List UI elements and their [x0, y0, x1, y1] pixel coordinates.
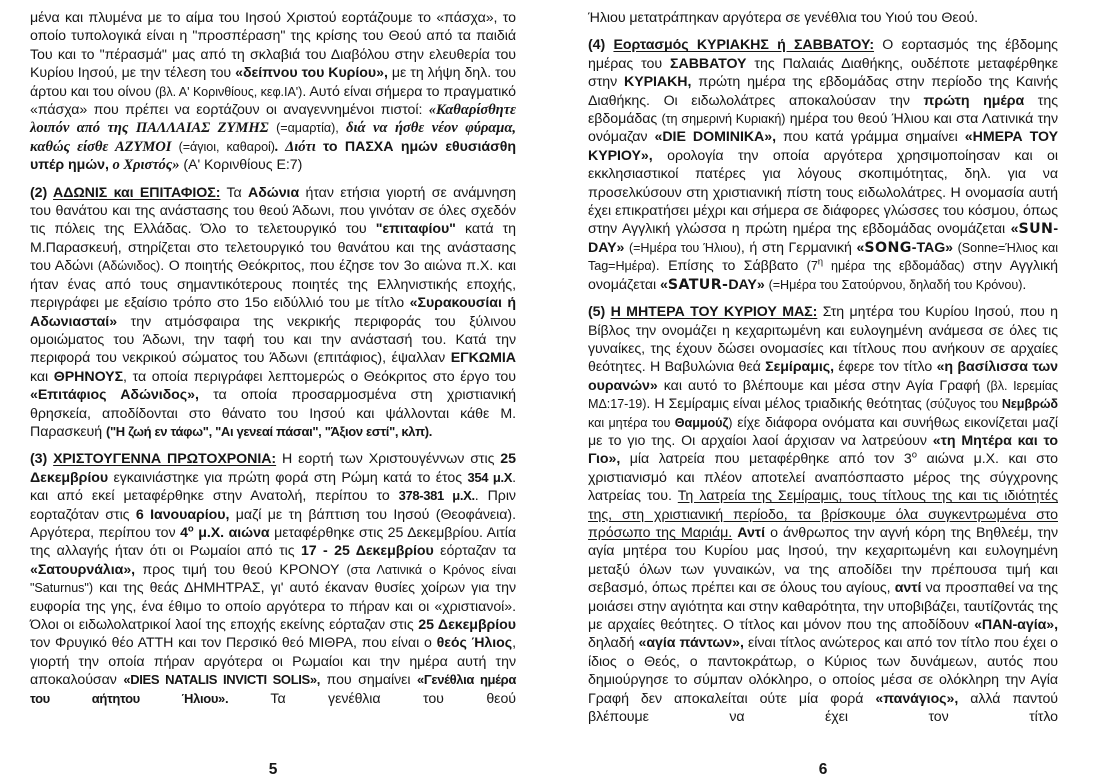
text-run: 6 Ιανουαρίου,: [135, 506, 230, 523]
text-run: (2): [30, 184, 54, 201]
paragraph: [588, 303, 1058, 726]
text-run: μ.Χ. αιώνα: [193, 524, 270, 541]
text-run: της εβδομάδας: [588, 92, 1058, 128]
text-run: «: [856, 239, 865, 256]
text-run: -DAY»: [588, 221, 1058, 256]
text-run: εγκαινιάστηκε για πρώτη φορά στη Ρώμη κατά το έτος: [108, 469, 468, 486]
text-run: ο: [187, 523, 194, 535]
text-run: (=Ημέρα του Σατούρνου, δηλαδή του Κρόνου): [768, 277, 1023, 292]
text-run: και: [30, 368, 54, 385]
text-run: ΚΥΡΙΑΚΗ,: [624, 74, 692, 91]
text-run: (5): [588, 304, 611, 321]
text-run: «: [1010, 221, 1019, 238]
text-run: με τη λήψη δηλ. του άρτου και του οίνου: [30, 65, 516, 100]
text-run: . Διότι: [274, 138, 323, 155]
paragraph: [30, 9, 516, 175]
text-run: Εορτασμός ΚΥΡΙΑΚΗΣ ή ΣΑΒΒΑΤΟΥ:: [613, 37, 875, 54]
text-run: έφερε τον τίτλο: [833, 359, 937, 376]
text-run: μαζί με τη βάπτιση του Ιησού (Θεοφάνεια). Αργότερα, περίπου τον: [30, 506, 516, 541]
text-run: μένα και πλυμένα με το αίμα του Ιησού Χριστού εορτάζουμε το «πάσχα», το οποίο τυπολογικά είναι η "προσπέραση" της κρίσης του Θεού από τα παιδιά Του και το "πέρασμά" μας από τη σκλαβιά του Διαβόλου στην ελευθερία του Κυρίου Ιησού, με την τέλεση του: [30, 10, 516, 82]
text-run: Τη λατρεία της Σεμίραμις, τους τίτλους της και τις ιδιότητές της, στη χριστιανική περίοδο, τα βρίσκουμε όλα συγκεντρωμένα στο πρόσωπο της Μαριάμ.: [588, 488, 1058, 541]
page-number: 6: [818, 761, 828, 778]
text-run: Ο εορτασμός της έβδομης ημέρας του: [588, 37, 1058, 72]
text-run: (Αδώνιδος): [97, 259, 161, 274]
text-run: «Συρακουσίαι ή Αδωνιασταί»: [30, 295, 517, 330]
text-run: εόρταζαν τα: [433, 543, 516, 560]
text-run: 378-381 μ.Χ.: [398, 488, 475, 504]
text-run: (Α' Κορινθίους Ε:7): [179, 157, 303, 174]
text-run: Νεμβρώδ: [1001, 397, 1058, 412]
text-run: ο άνθρωπος την αγνή κόρη της Βηθλεέμ, την αγία μητέρα του Κυρίου μας Ιησού, την κεχαριτωμένη και ευλογημένη μεταξύ όλων των γυναικών, να της αποδίδει την πρέπουσα τιμή και σεβασμό, όπως πρέπει και σε όλους του αγίους,: [588, 524, 1058, 597]
text-run: «DIE DOMINIKA»,: [654, 129, 776, 146]
text-run: Τα γενέθλια του θεού: [228, 690, 516, 707]
text-run: Σεμίραμις,: [765, 359, 834, 376]
text-run: Στη μητέρα του Κυρίου Ιησού, που η Βίβλος την ονομάζει η κεχαριτωμένη και ευλογημένη ανάμεσα σε όλες τις γυναίκες, της έχουν δώσει ονομασίες και τίτλους που ανήκουν σε αρχαίες θεότητες. Η Βαβυλώνια θεά: [588, 304, 1058, 376]
text-run: πρώτη ημέρα της εβδομάδας στην περίοδο της Καινής Διαθήκης. Οι ειδωλολάτρες αποκαλούσαν την: [588, 74, 1058, 109]
text-run: 17 - 25 Δεκεμβρίου: [300, 543, 434, 560]
text-run: 25 Δεκεμβρίου: [418, 617, 516, 633]
text-run: (3): [30, 451, 54, 468]
page-right: [555, 0, 1110, 782]
text-run: Η ΜΗΤΕΡΑ ΤΟΥ ΚΥΡΙΟΥ ΜΑΣ:: [610, 304, 818, 321]
text-run: «: [659, 276, 668, 293]
text-run: να προσπαθεί να της μοιάσει στην αγιότητα και στην καθαρότητα, την υποβιβάζει, ταυτίζοντάς της με αρχαίες θεότητες. Ο τίτλος και μόνον που της αποδίδουν: [588, 580, 1059, 633]
text-run: . Πριν εορταζόταν στις: [30, 488, 516, 523]
text-run: και της θεάς ΔΗΜΗΤΡΑΣ, γι' αυτό έκαναν θυσίες χοίρων για την ευφορία της γης, ένα έθιμο το οποίο αργότερα το πήραν και οι «χριστιανοί». Όλοι οι ειδωλολατρικοί λαοί της εποχής εκείνης εόρταζαν στις: [30, 580, 516, 633]
text-run: «Επιτάφιος Αδώνιδος»,: [30, 387, 199, 404]
text-run: , τα οποία περιγράφει λεπτομερώς ο Θεόκριτος στο έργο του: [123, 368, 516, 385]
paragraph: [588, 36, 1058, 294]
text-run: «Σατουρνάλια»,: [30, 561, 136, 578]
text-run: θεός Ήλιος: [436, 635, 513, 652]
text-run: στην Αγγλική ονομάζεται: [588, 258, 1058, 293]
text-run: (στα Λατινικά ο Κρόνος είναι "Saturnus"): [30, 562, 516, 596]
text-run: 354 μ.Χ: [467, 469, 513, 485]
text-run: DAY»: [728, 276, 765, 293]
text-run: Θαμμούζ: [674, 415, 729, 430]
text-run: τα οποία προσαρμοσμένα στη χριστιανική θρησκεία, αποδίδονται στο θάνατο του Ιησού και ψάλλονται κάθε Μ. Παρασκευή: [30, 387, 516, 440]
text-run: (=άγιοι, καθαροί): [178, 139, 275, 154]
text-run: αντί: [894, 580, 922, 597]
text-run: (τη σημερινή Κυριακή): [661, 112, 786, 127]
text-run: Η εορτή των Χριστουγέννων στις: [276, 451, 501, 468]
text-run: (βλ. Ιερεμίας ΜΔ:17-19): [588, 378, 1058, 412]
text-run: τον Φρυγικό θέο ΑΤΤΗ και τον Περσικό θεό ΜΙΘΡΑ, που είναι ο: [30, 635, 437, 652]
text-run: (βλ. Α' Κορινθίους, κεφ.ΙΑ'): [155, 84, 303, 99]
paragraph: [588, 9, 1058, 27]
text-run: μία λατρεία που μεταφέρθηκε από τον 3: [620, 451, 912, 468]
text-run: (=Ημέρα του Ήλιου): [628, 240, 741, 255]
text-run: . Επίσης το Σάββατο: [655, 258, 807, 275]
text-run: , γιορτή την οποία πήραν αργότερα οι Ρωμαίοι και την ημέρα αυτή την αποκαλούσαν: [30, 635, 516, 689]
text-run: ΑΔΩΝΙΣ και ΕΠΙΤΑΦΙΟΣ:: [53, 184, 221, 201]
text-run: «ΠΑΝ-αγία»,: [974, 617, 1058, 633]
text-run: "επιταφίου": [375, 221, 456, 238]
text-run: είχε διάφορα ονόματα και συνήθως εικονίζεται μαζί με το γιο της. Οι αρχαίοι λαοί άρχισαν να λατρεύουν: [588, 414, 1059, 449]
text-run: ΧΡΙΣΤΟΥΓΕΝΝΑ ΠΡΩΤΟΧΡΟΝΙΑ:: [53, 451, 277, 468]
text-run: ("Η ζωή εν τάφω", "Αι γενεαί πάσαι", "Άξιον εστί", κλπ).: [106, 423, 433, 439]
text-run: δηλαδή: [588, 635, 639, 652]
page-number: 5: [268, 761, 278, 778]
page-body: [588, 9, 1058, 726]
text-run: «Γενέθλια ημέρα του αήτητου Ήλιου».: [30, 672, 517, 706]
text-run: «ΗΜΕΡΑ ΤΟΥ ΚΥΡΙΟΥ»,: [588, 129, 1058, 164]
text-run: . και από εκεί μεταφέρθηκε στην Ανατολή, περίπου το: [30, 469, 516, 505]
text-run: ΣΑΒΒΑΤΟΥ: [670, 55, 747, 72]
text-run: «δείπνου του Κυρίου»,: [235, 65, 388, 82]
text-run: ημέρα της εβδομάδας): [823, 259, 965, 274]
text-run: και αυτό το βλέπουμε και μέσα στην Αγία Γραφή: [657, 377, 987, 394]
text-run: (7: [806, 259, 818, 274]
text-run: είναι τίτλος ανώτερος και από τον τίτλο που έχει ο ίδιος ο Θεός, ο παντοκράτωρ, ο Κύριος των δυνάμεων, αυτός που δημιούργησε το σύμπαν ολόκληρο, ο οποίος μέσα σε ολόκληρη την Αγία Γραφή δεν αποκαλείται ούτε μία φορά: [588, 635, 1058, 707]
text-run: μεταφέρθηκε στις 25 Δεκεμβρίου. Αιτία της αλλαγής ήταν ότι οι Ρωμαίοι από τις: [30, 524, 517, 560]
text-run: «πανάγιος»,: [875, 690, 959, 707]
text-run: ο Χριστός»: [108, 157, 180, 174]
text-run: ημέρα του θεού Ήλιου και στα Λατινικά την ονόμαζαν: [588, 111, 1059, 146]
text-run: «αγία πάντων»,: [638, 635, 744, 652]
text-run: πρώτη ημέρα: [923, 92, 1025, 109]
paragraph: [30, 450, 516, 708]
text-run: «Καθαρίσθητε λοιπόν από της ΠΑΛΛΑΙΑΣ ΖΥΜΗΣ: [30, 102, 516, 137]
text-run: την ατμόσφαιρα της νεκρικής περιφοράς του ξύλινου ομοιώματος του Άδωνι, την ταφή του και την ανάστασή του. Κατά την περιφορά του νεκρικού σώματος του Άδωνι (επιτάφιος), έψαλλαν: [30, 313, 516, 367]
text-run: (4): [588, 37, 614, 54]
text-run: 4: [180, 524, 188, 541]
text-run: SONG: [864, 239, 912, 256]
text-run: της Παλαιάς Διαθήκης, ουδέποτε μεταφέρθηκε στην: [588, 55, 1058, 91]
text-run: η: [817, 256, 824, 268]
text-run: που σημαίνει: [320, 672, 418, 689]
text-run: Αδώνια: [248, 184, 300, 201]
text-run: 25 Δεκεμβρίου: [30, 451, 516, 486]
text-run: Τα: [220, 184, 249, 201]
text-run: που κατά γράμμα σημαίνει: [775, 129, 965, 146]
text-run: Ήλιου μετατράπηκαν αργότερα σε γενέθλια του Υιού του Θεού.: [588, 10, 979, 26]
text-run: Αντί: [737, 524, 765, 541]
text-run: αλλά παντού βλέπουμε να έχει τον τίτλο: [588, 690, 1058, 726]
text-run: . Η Σεμίραμις είναι μέλος τριαδικής θεότητας: [646, 396, 926, 413]
text-run: -TAG»: [911, 239, 954, 256]
text-run: ΕΓΚΩΜΙΑ: [450, 350, 516, 367]
text-run: και μητέρα του: [588, 415, 675, 430]
text-run: (σύζυγος του: [925, 397, 1002, 412]
text-run: διά να ήσθε νέον φύραμα, καθώς είσθε ΑΖΥΜΟΙ: [30, 120, 516, 155]
text-run: «η βασίλισσα των ουρανών»: [588, 359, 1058, 394]
text-run: «τη Μητέρα και το Γιο»,: [588, 432, 1058, 468]
text-run: προς τιμή του θεού ΚΡΟΝΟΥ: [135, 561, 347, 578]
text-run: ο: [911, 449, 918, 461]
text-run: αιώνα μ.Χ. και στο χριστιανισμό και πλέον αποτελεί αναπόσπαστο μέρος της σύγχρονης λατρείας του.: [588, 451, 1059, 505]
page-body: [30, 9, 516, 708]
text-run: το ΠΑΣΧΑ ημών εθυσιάσθη υπέρ ημών,: [30, 138, 516, 174]
text-run: κατά τη Μ.Παρασκευή, στηρίζεται στο τελετουργικό του θανάτου και της ανάστασης του Αδώνι: [30, 221, 516, 275]
text-run: ΘΡΗΝΟΥΣ: [53, 368, 124, 385]
text-run: ορολογία την οποία αργότερα χρησιμοποίησαν και οι εκκλησιαστικοί πατέρες για λόγους σκοπιμότητας, δηλ. για να προσελκύσουν στη χριστιανική πίστη τους ειδωλολάτρες. Η ονομασία αυτή έχει επικρατήσει μέχρι και σήμερα σε διάφορες γλώσσες του κόσμου, όπως στην Αγγλική γλώσσα η πρώτη ημέρα της εβδομάδας ονομάζεται: [588, 147, 1058, 238]
paragraph: [30, 184, 516, 442]
text-run: SATUR-: [667, 276, 729, 293]
text-run: ): [728, 415, 733, 430]
text-run: «DIES NATALIS INVICTI SOLIS»,: [123, 672, 321, 688]
text-run: (=αμαρτία),: [276, 121, 347, 136]
text-run: SUN: [1018, 221, 1054, 238]
text-run: . Αυτό είναι σήμερα το πραγματικό «πάσχα» που πρέπει να εορτάζουν οι αναγεννημένοι πιστοί:: [30, 83, 516, 119]
text-run: ήταν ετήσια γιορτή σε ανάμνηση του θανάτου και της ανάστασης του θεού Άδωνι, που γινόταν σε όλες σχεδόν τις πόλεις της Ελλάδας. Όλο το τελετουργικό του: [30, 184, 516, 238]
text-run: , ή στη Γερμανική: [740, 239, 857, 256]
text-run: . Ο ποιητής Θεόκριτος, που έζησε τον 3ο αιώνα π.Χ. και ήταν ένας από τους σημαντικότερους ποιητές της Ελληνιστικής εποχής, περιγράφει με εξαίσιο τρόπο στο 15ο ειδύλλιό του με τίτλο: [30, 258, 516, 312]
text-run: (Sonne=Ήλιος και Tag=Ημέρα): [588, 240, 1058, 274]
text-run: .: [1022, 276, 1027, 293]
